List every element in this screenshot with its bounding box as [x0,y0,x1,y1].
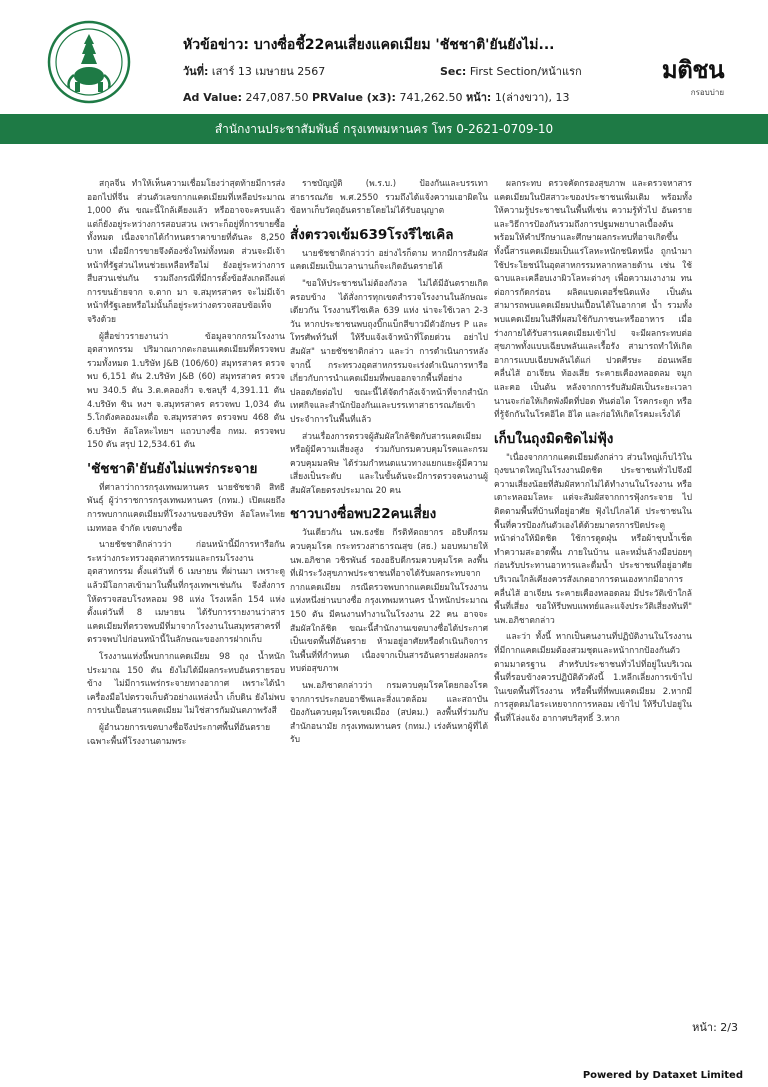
article-paragraph: ผลกระทบ ตรวจคัดกรองสุขภาพ และตรวจหาสารแคดเมียมในปัสสาวะของประชาชนเพิ่มเติม พร้อมทั้งให้ความรู้ประชาชนในพื้นที่เช่น ความรู้ทั่วไป อันตราย และวิธีการป้องกันรวมถึงการปฐมพยาบาลเบื้องต้น พร้อมให้คำปรึกษาและศึกษาผลกระทบที่อาจเกิดขึ้น ทั้งนี้สารแคดเมียมเป็นแร่โลหะหนักชนิดหนึ่ง ถูกนำมาใช้ประโยชน์ในอุตสาหกรรมหลากหลายด้าน เช่น ใช้ฉาบและเคลือบเงาผิวโลหะต่างๆ เพื่อความเงางาม ทนต่อการกัดกร่อน ผลิตแบตเตอรี่ชนิดแห้ง เป็นต้น สามารถพบแคดเมียมปนเปื้อนได้ในอากาศ น้ำ รวมทั้งพบแคดเมียมในสีที่ผสมใช้กับภาชนะหรืออาหาร เมื่อร่างกายได้รับสารแคดเมียมเข้าไป จะมีผลกระทบต่อสุขภาพทั้งแบบเฉียบพลันและเรื้อรัง สามารถทำให้เกิดอาการแบบเฉียบพลันได้แก่ ปวดศีรษะ อ่อนเพลีย คลื่นไส้ อาเจียน ท้องเสีย ระคายเคืองหลอดลม จมูก และคอ เป็นต้น หลังจากการรับสัมผัสเป็นระยะเวลานานจะก่อให้เกิดพังผืดที่ปอด ทันต่อไต โรคกระดูก หรือที่รู้จักกันในโรคอิไต อิไต และก่อให้เกิดโรคมะเร็งได้ [494,179,692,421]
value-row [183,88,570,106]
clipping-header [0,0,768,145]
logo-sub: กรอบบ่าย [690,88,724,97]
ad-label: Ad Value: [183,91,243,104]
article-paragraph: ผู้สื่อข่าวรายงานว่า ข้อมูลจากกรมโรงงานอุตสาหกรรม ปริมาณกากตะกอนแคดเมียมที่ตรวจพบรวมทั้งหมด 1.บริษัท J&B (106/60) สมุทรสาคร ตรวจพบ 6,151 ตัน 2.บริษัท J&B (60) สมุทรสาคร ตรวจพบ 340.5 ตัน 3.ต.คลองกิ่ว จ.ชลบุรี 4,391.11 ตัน 4.บริษัท ซิน หงฯ จ.สมุทรสาคร ตรวจพบ 1,034 ตัน 5.โกดังคลองมะเดื่อ จ.สมุทรสาคร ตรวจพบ 468 ตัน 6.บริษัท ล้อโลหะไทยฯ แถวบางซื่อ กทม. ตรวจพบ 150 ตัน สรุป 12,534.61 ตัน [87,331,285,451]
article-body [0,178,768,998]
prvalue-label: PRValue (x3): [312,91,396,104]
article-paragraph: วันเดียวกัน นพ.ธงชัย กีรติหัตถยากร อธิบดีกรมควบคุมโรค กระทรวงสาธารณสุข (สธ.) มอบหมายให้ นพ.อภิชาต วชิรพันธ์ รองอธิบดีกรมควบคุมโรค ลงพื้นที่เฝ้าระวังสุขภาพประชาชนที่อาจได้รับผลกระทบจากกากแคดเมียม กรณีตรวจพบกากแคดเมียมในโรงงานแห่งหนึ่งย่านบางซื่อ กรุงเทพมหานคร น้ำหนักประมาณ 150 ตัน มีคนงานทำงานในโรงงาน 22 คน อาจจะสัมผัสใกล้ชิด ขณะนี้สำนักงานเขตบางซื่อได้ประกาศเป็นเขตพื้นที่อันตราย ห้ามอยู่อาศัยหรือดำเนินกิจการในพื้นที่ที่กำหนด เนื่องจากเป็นสารอันตรายส่งผลกระทบต่อสุขภาพ [290,528,488,675]
matichon-logo [628,50,724,97]
page-value: 1(ล่างขวา), 13 [494,91,570,104]
article-paragraph: สกุลจีน ทำให้เห็นความเชื่อมโยงว่าสุดท้ายมีการส่งออกไปที่จีน ส่วนตัวเลขกากแคดเมียมที่เหลือประมาณ 1,000 ตัน ขณะนี้ใกล้เคียงแล้ว หรืออาจจะครบแล้ว แต่ก็ยังอยู่ระหว่างการสอบสวน เพราะก็อยู่ที่การขายซื้อทั้งหมด เนื่องจากได้กำหนดราคาขายที่ตันละ 8,250 บาท เมื่อมีการขายจึงต้องชั่งใหม่ทั้งหมด ส่วนจะมีเจ้าหน้าที่รัฐส่วนไหนช่วยเหลือหรือไม่ ยังอยู่ระหว่างการสืบสวนเช่นกัน รวมถึงกรณีที่มีการตั้งข้อสังเกตถึงแต่การขนย้ายจาก จ.ตาก มา จ.สมุทรสาคร จะไม่มีเจ้าหน้าที่รัฐเลยหรือไม่นั้นก็อยู่ระหว่างตรวจสอบข้อเท็จจริงด้วย [87,179,285,325]
page-label: หน้า: [465,91,492,104]
article-paragraph: โรงงานแห่งนี้พบกากแคดเมียม 98 ถุง น้ำหนักประมาณ 150 ตัน ยังไม่ได้มีผลกระทบอันตรายรอบข้าง ไม่มีการแพร่กระจายทางอากาศ เพราะได้นำเครื่องมือไปตรวจเก็บตัวอย่างแหล่งน้ำ เก็บดิน ยังไม่พบการปนเปื้อนสารแคดเมียม ไม่ใช่สารกัมมันตภาพรังสี [87,652,285,717]
title-label: หัวข้อข่าว: [183,37,249,53]
footer-credit: Powered by Dataxet Limited [582,1070,743,1081]
prvalue-value: 741,262.50 [399,91,463,104]
article-paragraph: นพ.อภิชาตกล่าวว่า กรมควบคุมโรคโดยกองโรคจากการประกอบอาชีพและสิ่งแวดล้อม และสถาบันป้องกันควบคุมโรคเขตเมือง (สปคม.) ลงพื้นที่ร่วมกับสำนักอนามัย กรุงเทพมหานคร (กทม.) เร่งค้นหาผู้ที่ได้รับ [290,681,488,746]
article-subheading: เก็บในถุงมิดชิดไม่ฟุ้ง [494,430,614,447]
article-paragraph: และว่า ทั้งนี้ หากเป็นคนงานที่ปฏิบัติงานในโรงงานที่มีกากแคดเมียมต้องสวมชุดและหน้ากากป้องกันตัวตามมาตรฐาน สำหรับประชาชนทั่วไปที่อยู่ในบริเวณพื้นที่รอบข้างควรปฏิบัติตัวดังนี้ 1.หลีกเลี่ยงการเข้าไปในเขตพื้นที่โรงงาน หรือพื้นที่ที่พบแคดเมียม 2.หากมีการสูดดมไอระเหยจากการหลอม เข้าไป ให้รีบไปอยู่ในพื้นที่โล่งแจ้ง อากาศบริสุทธิ์ 3.หาก [494,632,692,724]
ad-value: 247,087.50 [245,91,309,104]
sec-value: First Section/หน้าแรก [469,65,582,78]
section-row [440,62,582,80]
clipping-title [183,34,555,56]
title-text: บางซื่อชี้22คนเสี่ยงแคดเมียม 'ชัชชาติ'ยันยังไม่... [253,37,555,53]
article-paragraph: ที่ศาลาว่าการกรุงเทพมหานคร นายชัชชาติ สิทธิพันธุ์ ผู้ว่าราชการกรุงเทพมหานคร (กทม.) เปิดเผยถึงการพบกากแคดเมียมที่โรงงานของบริษัท ล้อโลหะไทย เมททอล จำกัด เขตบางซื่อ [87,482,285,534]
date-label: วันที่: [183,65,209,78]
article-paragraph: นายชัชชาติกล่าวว่า อย่างไรก็ตาม หากมีการสัมผัสแคดเมียมเป็นเวลานานก็จะเกิดอันตรายได้ [290,248,488,273]
date-value: เสาร์ 13 เมษายน 2567 [211,65,326,78]
article-paragraph: ส่วนเรื่องการตรวจผู้สัมผัสใกล้ชิดกับสารแคดเมียม หรือผู้มีความเสี่ยงสูง ร่วมกับกรมควบคุมโรคและกรมควบคุมมลพิษ ได้ร่วมกำหนดแนวทางแยกแยะผู้มีความเสี่ยงเป็นระดับ และในขั้นต้นจะมีการตรวจคนงานผู้สัมผัสโดยตรงประมาณ 20 คน [290,431,488,496]
page-number: หน้า: 2/3 [692,1021,738,1034]
article-column-3 [494,178,692,730]
article-paragraph: ผู้อำนวยการเขตบางซื่อจึงประกาศพื้นที่อันตรายเฉพาะพื้นที่โรงงานตามพระ [87,722,271,747]
article-paragraph: ราชบัญญัติ (พ.ร.บ.) ป้องกันและบรรเทาสาธารณภัย พ.ศ.2550 รวมถึงได้แจ้งความเอาผิดในข้อหาเก็บวัตถุอันตรายโดยไม่ได้รับอนุญาต [290,179,488,217]
sec-label: Sec: [440,65,467,78]
article-paragraph: "เนื่องจากกากแคดเมียมดังกล่าว ส่วนใหญ่เก็บไว้ในถุงขนาดใหญ่ในโรงงานมิดชิด ประชาชนทั่วไปจึงมีความเสี่ยงน้อยที่สัมผัสหากไม่ได้ทำงานในโรงงาน หรือเดาะหลอมโลหะ แต่จะสัมผัสจากการฟุ้งกระจาย ไปติดตามพื้นที่บ้านที่อยู่อาศัย ฟุ้งไปไกลได้ ประชาชนในพื้นที่ควรป้องกันตัวเองได้ด้วยมาตรการปิดประตูหน้าต่างให้มิดชิด ใช้การดูดฝุ่น หรือผ้าชุบน้ำเช็ดทำความสะอาดพื้น ภายในบ้าน และหมั่นล้างมือบ่อยๆ ก่อนรับประทานอาหารและดื่มน้ำ ประชาชนที่อยู่อาศัยบริเวณใกล้เคียงควรสังเกตอาการตนเองหากมีอาการคลื่นไส้ อาเจียน ระคายเคืองหลอดลม มีประวัติเข้าใกล้พื้นที่เสี่ยง ขอให้รีบพบแพทย์และแจ้งประวัติเสี่ยงทันที" นพ.อภิชาตกล่าว [494,452,692,626]
bangkok-seal-logo [47,20,131,104]
article-paragraph: "ขอให้ประชาชนไม่ต้องกังวล ไม่ได้มีอันตรายเกิดครอบข้าง ได้สั่งการทุกเขตสำรวจโรงงานในลักษณะเดียวกัน โรงงานรีไซเคิล 639 แห่ง น่าจะใช้เวลา 2-3 วัน หากประชาชนพบถุงบิ๊กแบ็กสีขาวมีตัวอักษร P และโทรศัพท์วันที่ ให้รีบแจ้งเจ้าหน้าที่โดยด่วน อย่าไปสัมผัส" นายชัชชาติกล่าว และว่า การดำเนินการหลังจากนี้ กระทรวงอุตสาหกรรมจะเร่งดำเนินการหารือเกี่ยวกับการนำแคดเมียมที่พบออกจากพื้นที่อย่างปลอดภัยต่อไป ขณะนี้ได้จัดกำลังเจ้าหน้าที่จากสำนักเทศกิจและสำนักป้องกันและบรรเทาสาธารณภัยเข้าประจำการในพื้นที่แล้ว [290,278,488,425]
article-paragraph: นายชัชชาติกล่าวว่า ก่อนหน้านี้มีการหารือกันระหว่างกระทรวงอุตสาหกรรมและกรมโรงงานอุตสาหกรรม ตั้งแต่วันที่ 6 เมษายน ที่ผ่านมา เพราะดูแล้วมีโอกาสเข้ามาในพื้นที่กรุงเทพฯเช่นกัน จึงสั่งการให้ตรวจสอบโรงหลอม 98 แห่ง โรงเหล็ก 154 แห่ง ตั้งแต่วันที่ 8 เมษายน ได้รับการรายงานว่าสารแคดเมียมที่ตรวจพบมีที่มาจากโรงงานในสมุทรสาครที่ตรวจพบไปก่อนหน้านี้ในลักษณะของการฝากเก็บ [87,540,285,646]
office-bar: สำนักงานประชาสัมพันธ์ กรุงเทพมหานคร โทร 0-2621-0709-10 [0,114,768,144]
article-column-2 [290,178,488,751]
article-subheading: ชาวบางซื่อพบ22คนเสี่ยง [290,506,437,523]
logo-word: มติชน [661,56,724,84]
article-subheading: 'ชัชชาติ'ยันยังไม่แพร่กระจาย [87,460,258,477]
date-row [183,62,325,80]
article-subheading: สั่งตรวจเข้ม639โรงรีไซเคิล [290,226,454,243]
article-column-1 [87,178,285,752]
